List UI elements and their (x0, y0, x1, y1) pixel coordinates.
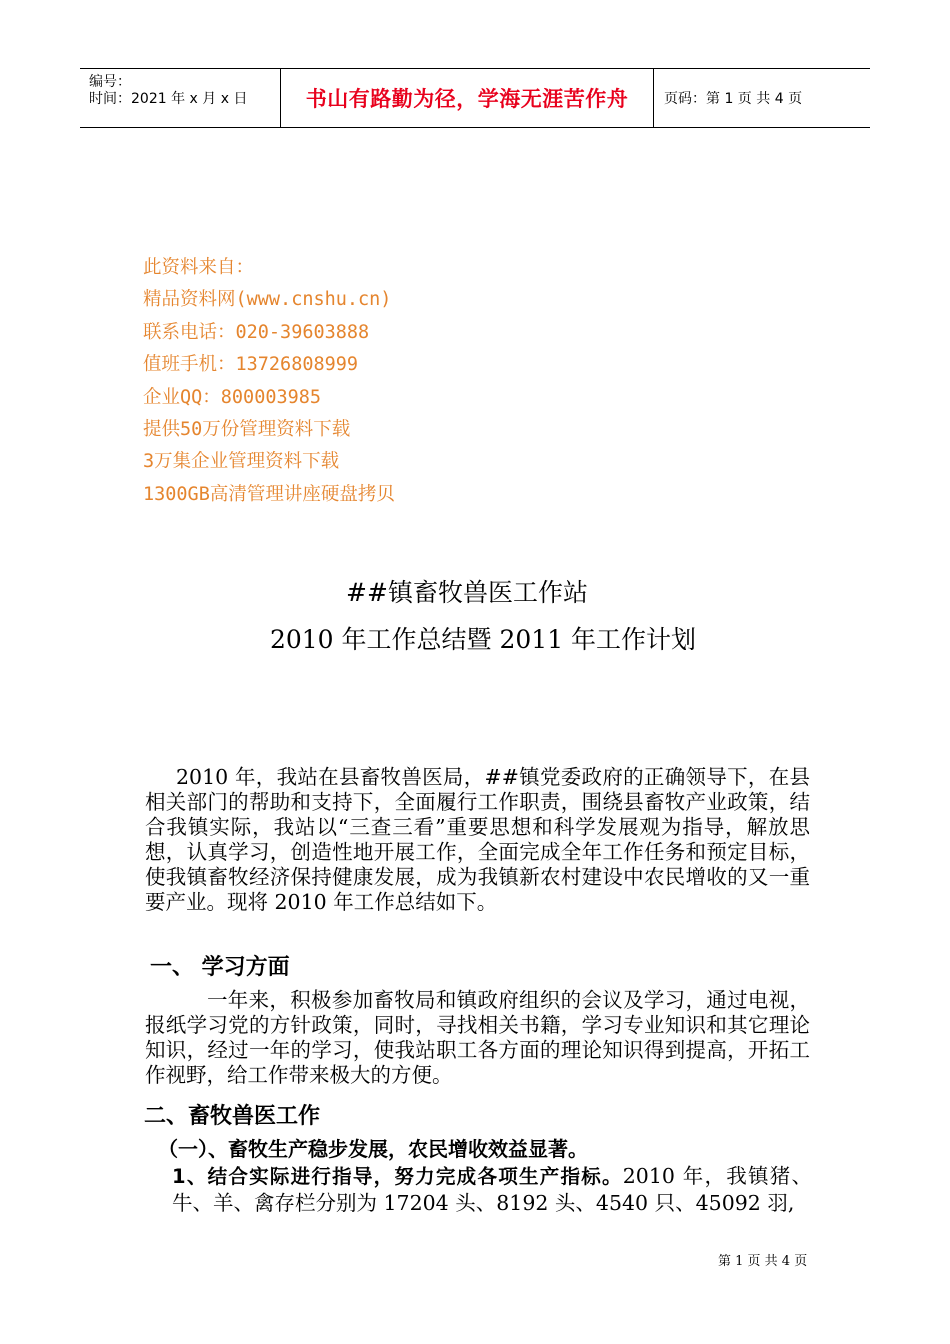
source-info-block (143, 252, 395, 511)
section1-heading: 一、 学习方面 (150, 955, 290, 980)
source-line: 精品资料网(www.cnshu.cn) (143, 289, 392, 311)
header-motto: 书山有路勤为径，学海无涯苦作舟 (281, 69, 654, 127)
page-header (80, 68, 870, 128)
source-line: 3万集企业管理资料下载 (143, 451, 340, 473)
document-number-label: 编号： (89, 74, 131, 90)
page-footer: 第 1 页 共 4 页 (718, 1254, 808, 1269)
section1-paragraph: 一年来，积极参加畜牧局和镇政府组织的会议及学习，通过电视，报纸学习党的方针政策，同时，寻找相关书籍，学习专业知识和其它理论知识，经过一年的学习，使我站职工各方面的理论知识得到提高，开拓工作视野，给工作带来极大的方便。 (145, 988, 810, 1087)
source-line: 提供50万份管理资料下载 (143, 418, 351, 440)
item1-bold-lead: 1、结合实际进行指导，努力完成各项生产指标。 (172, 1165, 623, 1188)
source-line: 联系电话：020-39603888 (143, 321, 370, 343)
header-page-info: 页码：第 1 页 共 4 页 (664, 91, 803, 107)
document-time-label: 时间：2021 年 x 月 x 日 (89, 91, 248, 107)
source-line: 此资料来自： (143, 257, 255, 278)
intro-paragraph: 2010 年，我站在县畜牧兽医局，##镇党委政府的正确领导下，在县相关部门的帮助和支持下，全面履行工作职责，围绕县畜牧产业政策，结合我镇实际，我站以“三查三看”重要思想和科学发展观为指导，解放思想，认真学习，创造性地开展工作，全面完成全年工作任务和预定目标，使我镇畜牧经济保持健康发展，成为我镇新农村建设中农民增收的又一重要产业。现将 2010 年工作总结如下。 (145, 765, 810, 914)
section2-heading: 二、畜牧兽医工作 (144, 1104, 321, 1129)
source-line: 1300GB高清管理讲座硬盘拷贝 (143, 483, 395, 505)
item1-paragraph (172, 1163, 812, 1216)
document-title-line2: 2010 年工作总结暨 2011 年工作计划 (269, 625, 697, 654)
source-line: 值班手机：13726808999 (143, 354, 359, 376)
header-meta-cell (80, 69, 281, 127)
subsection1-heading: （一）、畜牧生产稳步发展，农民增收效益显著。 (158, 1137, 588, 1161)
source-line: 企业QQ：800003985 (143, 386, 322, 408)
item1-text: 2010 年，我镇猪、牛、羊、禽存栏分别为 17204 头、8192 头、4540 只、45092 羽, (172, 1164, 813, 1215)
document-title-line1: ##镇畜牧兽医工作站 (346, 578, 588, 607)
